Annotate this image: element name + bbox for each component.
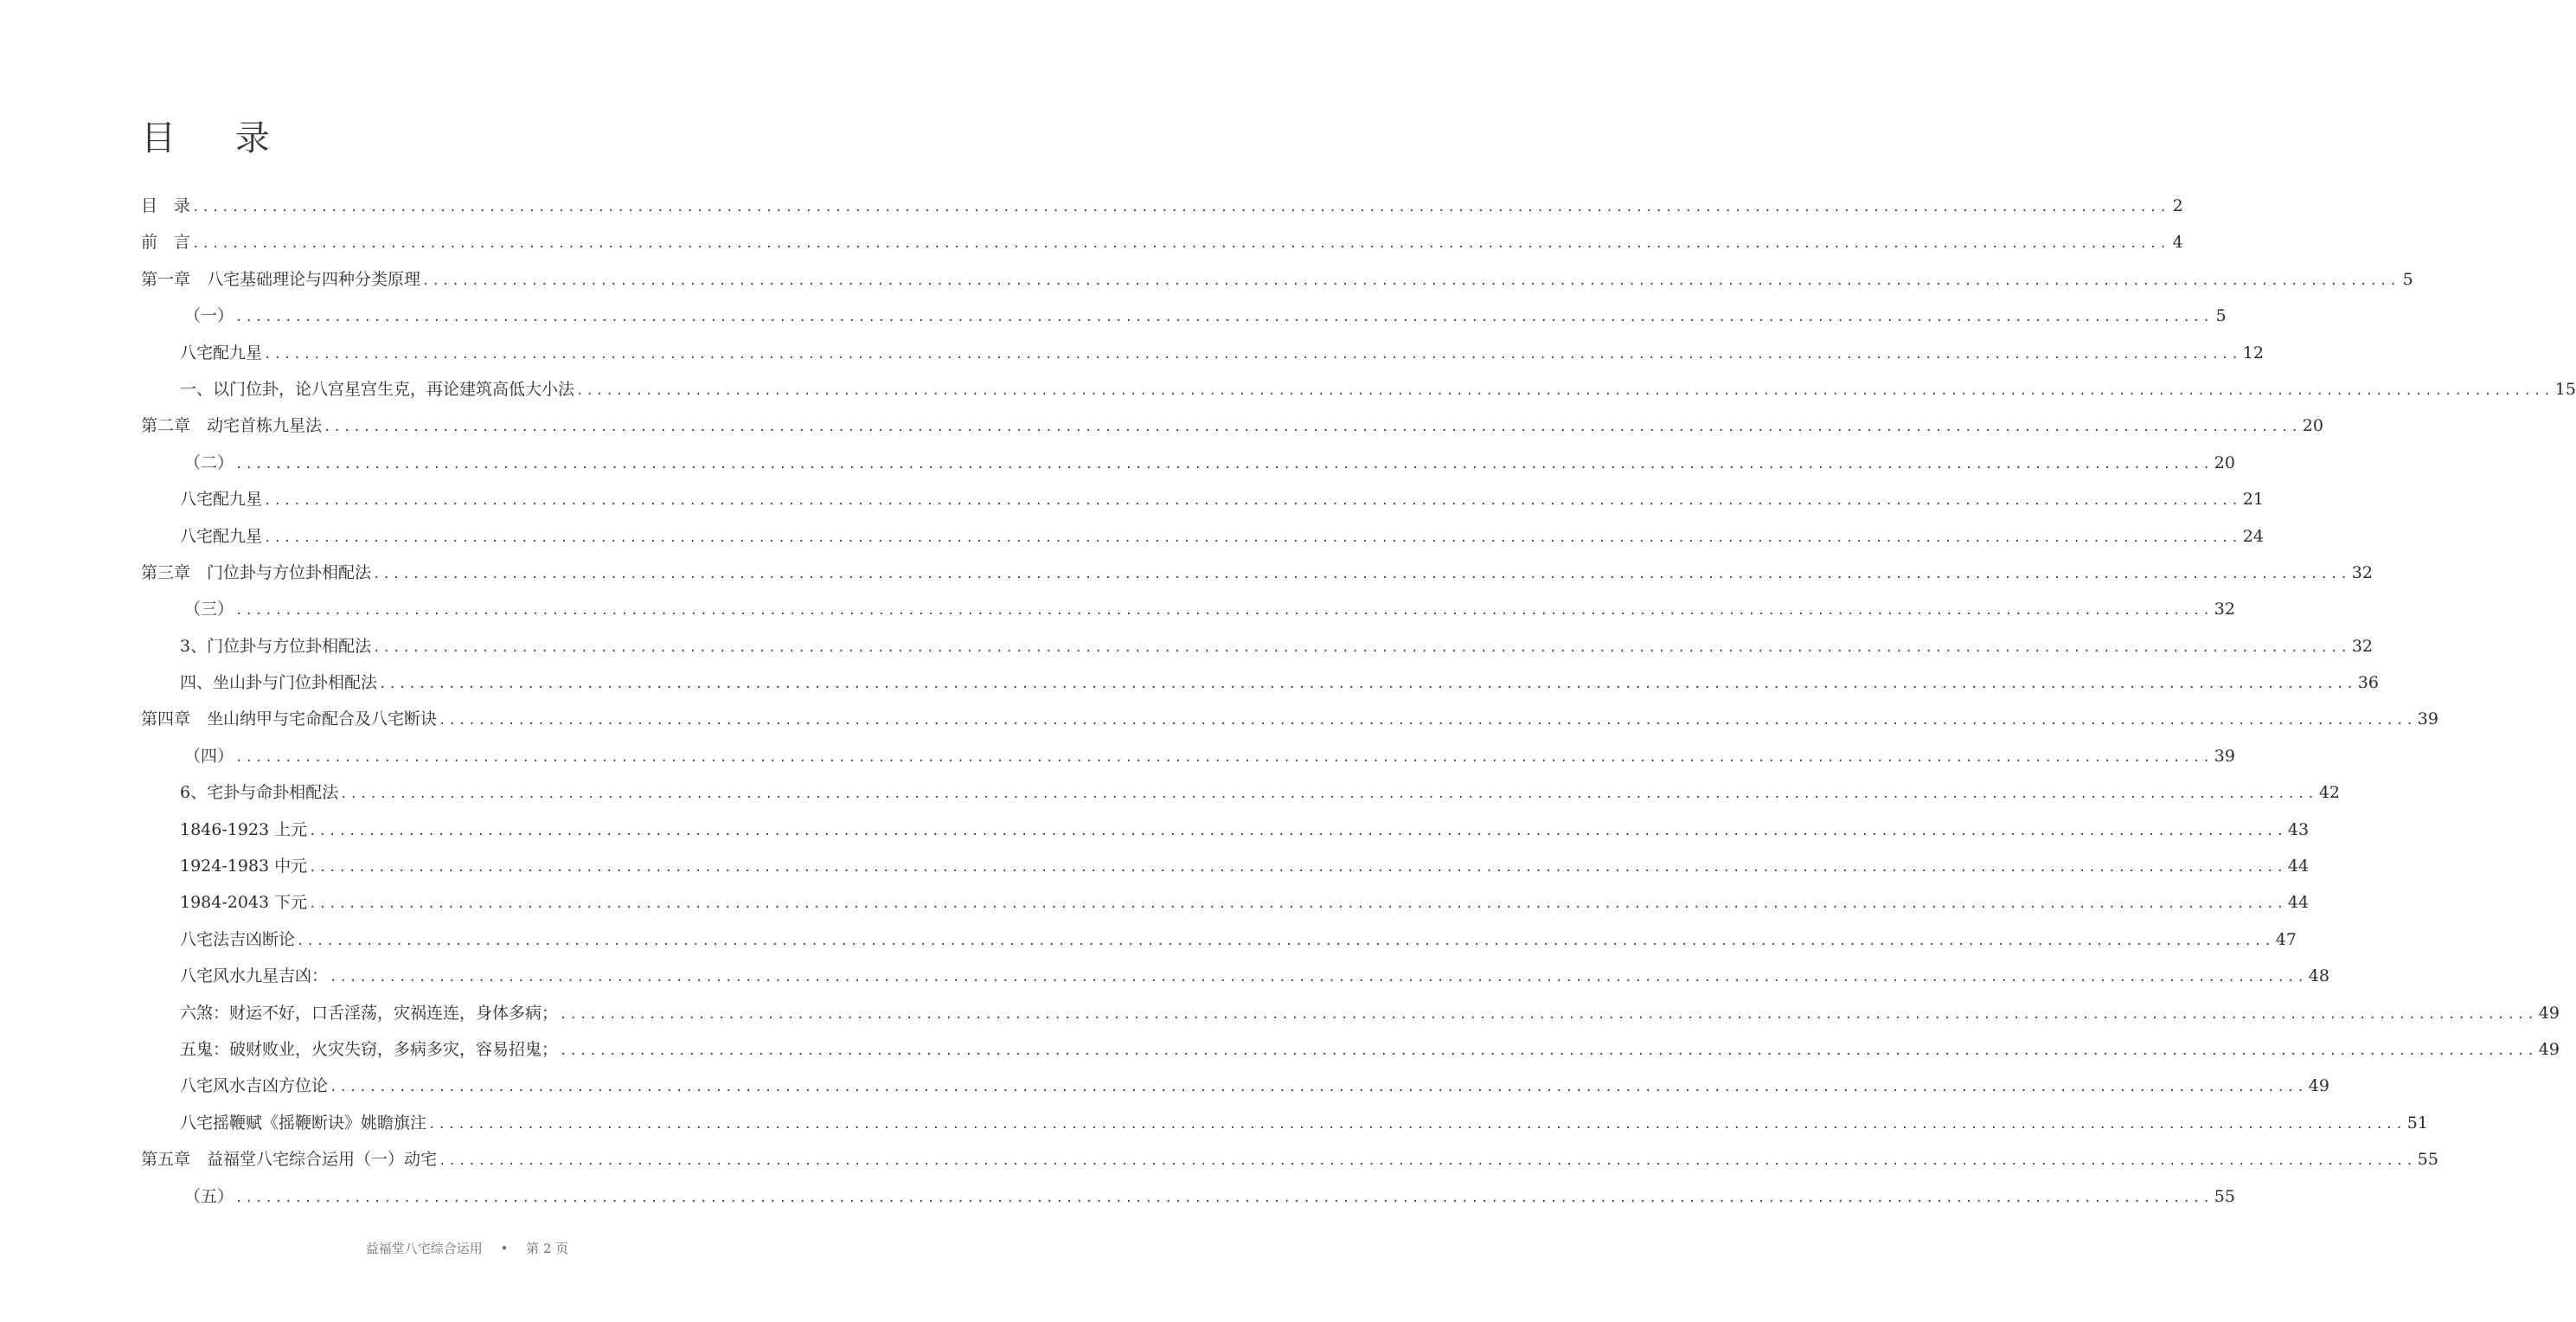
toc-entry-page-number: 36 (2357, 673, 2379, 693)
toc-entry-title: （一） (184, 306, 234, 326)
toc-entry-page-number: 4 (2172, 233, 2183, 253)
toc-entry-title: 1846-1923 上元 (180, 819, 308, 839)
toc-entry-page-number: 51 (2406, 1113, 2428, 1133)
toc-dot-leader: ........................................................................................................................................................................................................ (439, 714, 2416, 728)
toc-dot-leader: ........................................................................................................................................................................................................ (235, 750, 2213, 765)
toc-entry-page-number: 32 (2351, 562, 2373, 582)
toc-entry-page-number: 39 (2417, 709, 2438, 729)
toc-dot-leader: ........................................................................................................................................................................................................ (309, 897, 2286, 912)
toc-dot-leader: ........................................................................................................................................................................................................ (264, 530, 2241, 545)
toc-entry-page-number: 5 (2215, 306, 2227, 326)
toc-dot-leader: ........................................................................................................................................................................................................ (422, 273, 2400, 288)
toc-entry[interactable] (141, 812, 2310, 848)
toc-entry[interactable] (141, 1068, 2329, 1104)
toc-dot-leader: ........................................................................................................................................................................................................ (330, 1081, 2307, 1095)
toc-entry-page-number: 20 (2302, 416, 2323, 436)
toc-dot-leader: ........................................................................................................................................................................................................ (340, 787, 2317, 802)
toc-dot-leader: ........................................................................................................................................................................................................ (235, 457, 2213, 472)
toc-entry[interactable] (141, 1105, 2428, 1141)
toc-entry[interactable] (141, 664, 2379, 701)
toc-entry[interactable] (141, 628, 2374, 664)
toc-entry-page-number: 15 (2554, 379, 2576, 399)
toc-dot-leader: ........................................................................................................................................................................................................ (373, 640, 2350, 655)
toc-dot-leader: ........................................................................................................................................................................................................ (309, 824, 2286, 838)
footer-book-title: 益福堂八宅综合运用 (365, 1241, 483, 1256)
toc-entry-page-number: 5 (2402, 269, 2413, 289)
toc-entry[interactable] (141, 371, 2576, 408)
toc-entry[interactable] (141, 188, 2183, 224)
toc-dot-leader: ........................................................................................................................................................................................................ (297, 934, 2274, 948)
toc-entry-title: 目 录 (141, 196, 191, 215)
toc-dot-leader: ........................................................................................................................................................................................................ (192, 201, 2169, 215)
toc-dot-leader: ........................................................................................................................................................................................................ (560, 1007, 2537, 1022)
toc-entry-title: 五鬼：破财败业，火灾失窃，多病多灾，容易招鬼； (180, 1039, 559, 1059)
toc-entry-page-number: 21 (2242, 490, 2264, 510)
toc-entry-page-number: 43 (2287, 819, 2310, 839)
toc-entry-page-number: 49 (2538, 1003, 2560, 1023)
toc-entry-page-number: 20 (2214, 452, 2235, 472)
toc-entry-page-number: 32 (2351, 636, 2374, 656)
toc-entry-page-number: 24 (2242, 526, 2264, 546)
toc-dot-leader: ........................................................................................................................................................................................................ (560, 1043, 2537, 1058)
toc-entry[interactable] (141, 335, 2264, 371)
toc-entry-page-number: 55 (2417, 1150, 2438, 1170)
toc-entry-title: （二） (184, 452, 234, 472)
footer-separator: • (500, 1241, 509, 1256)
toc-entry-page-number: 2 (2172, 196, 2183, 215)
toc-dot-leader: ........................................................................................................................................................................................................ (330, 971, 2307, 985)
toc-entry[interactable] (141, 774, 2341, 811)
toc-entry-title: （四） (184, 746, 234, 766)
page-footer (0, 1239, 934, 1257)
toc-dot-leader: ........................................................................................................................................................................................................ (264, 347, 2241, 362)
toc-dot-leader: ........................................................................................................................................................................................................ (235, 604, 2213, 619)
toc-dot-leader: ........................................................................................................................................................................................................ (373, 567, 2350, 581)
toc-entry-title: 第五章 益福堂八宅综合运用（一）动宅 (141, 1150, 438, 1170)
toc-entry[interactable] (141, 848, 2310, 884)
toc-entry-page-number: 32 (2214, 600, 2235, 619)
toc-entry-page-number: 48 (2308, 966, 2329, 986)
toc-entry-page-number: 44 (2287, 857, 2310, 876)
toc-entry[interactable] (141, 701, 2438, 737)
toc-entry-page-number: 55 (2214, 1186, 2235, 1206)
toc-entry-title: 六煞：财运不好，口舌淫荡，灾祸连连，身体多病； (180, 1003, 559, 1023)
toc-entry[interactable] (141, 224, 2183, 260)
toc-entry-title: 八宅配九星 (180, 343, 263, 363)
toc-dot-leader: ........................................................................................................................................................................................................ (576, 383, 2554, 398)
toc-entry-page-number: 49 (2308, 1076, 2329, 1096)
toc-entry-title: 八宅法吉凶断论 (180, 929, 296, 949)
toc-dot-leader: ........................................................................................................................................................................................................ (379, 677, 2356, 692)
toc-entry-title: 一、以门位卦，论八宫星宫生克，再论建筑高低大小法 (180, 379, 575, 399)
toc-dot-leader: ........................................................................................................................................................................................................ (309, 861, 2286, 876)
toc-entry[interactable] (141, 1141, 2438, 1178)
footer-page-number: 第 2 页 (526, 1241, 569, 1256)
toc-dot-leader: ........................................................................................................................................................................................................ (235, 1190, 2213, 1205)
toc-entry-page-number: 49 (2538, 1039, 2560, 1059)
toc-dot-leader: ........................................................................................................................................................................................................ (235, 311, 2213, 325)
toc-entry[interactable] (141, 261, 2413, 298)
toc-entry[interactable] (141, 408, 2323, 444)
toc-entry-title: （五） (184, 1186, 234, 1206)
toc-entry-title: 3、门位卦与方位卦相配法 (180, 636, 372, 656)
table-of-contents (141, 188, 2576, 1215)
toc-entry-title: 八宅配九星 (180, 490, 263, 510)
toc-entry[interactable] (141, 738, 2235, 774)
toc-entry[interactable] (141, 298, 2227, 334)
toc-dot-leader: ........................................................................................................................................................................................................ (428, 1117, 2406, 1132)
toc-entry-title: 四、坐山卦与门位卦相配法 (180, 673, 378, 693)
toc-entry[interactable] (141, 445, 2235, 481)
toc-entry-title: 八宅配九星 (180, 526, 263, 546)
toc-entry-title: 八宅风水吉凶方位论 (180, 1076, 329, 1096)
toc-entry[interactable] (141, 884, 2310, 921)
toc-entry-page-number: 39 (2214, 746, 2235, 766)
page-title: 目 录 (141, 119, 294, 158)
toc-entry[interactable] (141, 591, 2235, 627)
toc-entry-title: 1924-1983 中元 (180, 857, 308, 876)
toc-entry[interactable] (141, 1031, 2560, 1068)
toc-entry-page-number: 12 (2242, 343, 2264, 363)
toc-entry[interactable] (141, 1178, 2235, 1215)
toc-entry-title: 八宅摇鞭赋《摇鞭断诀》姚瞻旗注 (180, 1113, 427, 1133)
toc-entry[interactable] (141, 555, 2373, 591)
toc-entry-title: （三） (184, 600, 234, 619)
toc-entry-title: 1984-2043 下元 (180, 893, 308, 913)
toc-dot-leader: ........................................................................................................................................................................................................ (264, 494, 2241, 509)
toc-entry-title: 第三章 门位卦与方位卦相配法 (141, 562, 372, 582)
toc-entry-page-number: 44 (2287, 893, 2310, 913)
toc-entry-title: 八宅风水九星吉凶： (180, 966, 329, 986)
toc-entry[interactable] (141, 995, 2560, 1031)
toc-entry[interactable] (141, 481, 2264, 517)
toc-entry-title: 第二章 动宅首栋九星法 (141, 416, 323, 436)
toc-dot-leader: ........................................................................................................................................................................................................ (192, 237, 2169, 252)
toc-entry-title: 6、宅卦与命卦相配法 (180, 783, 339, 803)
toc-entry[interactable] (141, 958, 2329, 994)
toc-entry-title: 前 言 (141, 233, 191, 253)
toc-entry-page-number: 42 (2318, 783, 2341, 803)
toc-entry-page-number: 47 (2275, 929, 2297, 949)
toc-entry[interactable] (141, 921, 2297, 958)
toc-dot-leader: ........................................................................................................................................................................................................ (439, 1154, 2416, 1169)
toc-dot-leader: ........................................................................................................................................................................................................ (324, 420, 2301, 435)
toc-entry-title: 第一章 八宅基础理论与四种分类原理 (141, 269, 421, 289)
toc-entry-title: 第四章 坐山纳甲与宅命配合及八宅断诀 (141, 709, 438, 729)
toc-entry[interactable] (141, 518, 2264, 555)
